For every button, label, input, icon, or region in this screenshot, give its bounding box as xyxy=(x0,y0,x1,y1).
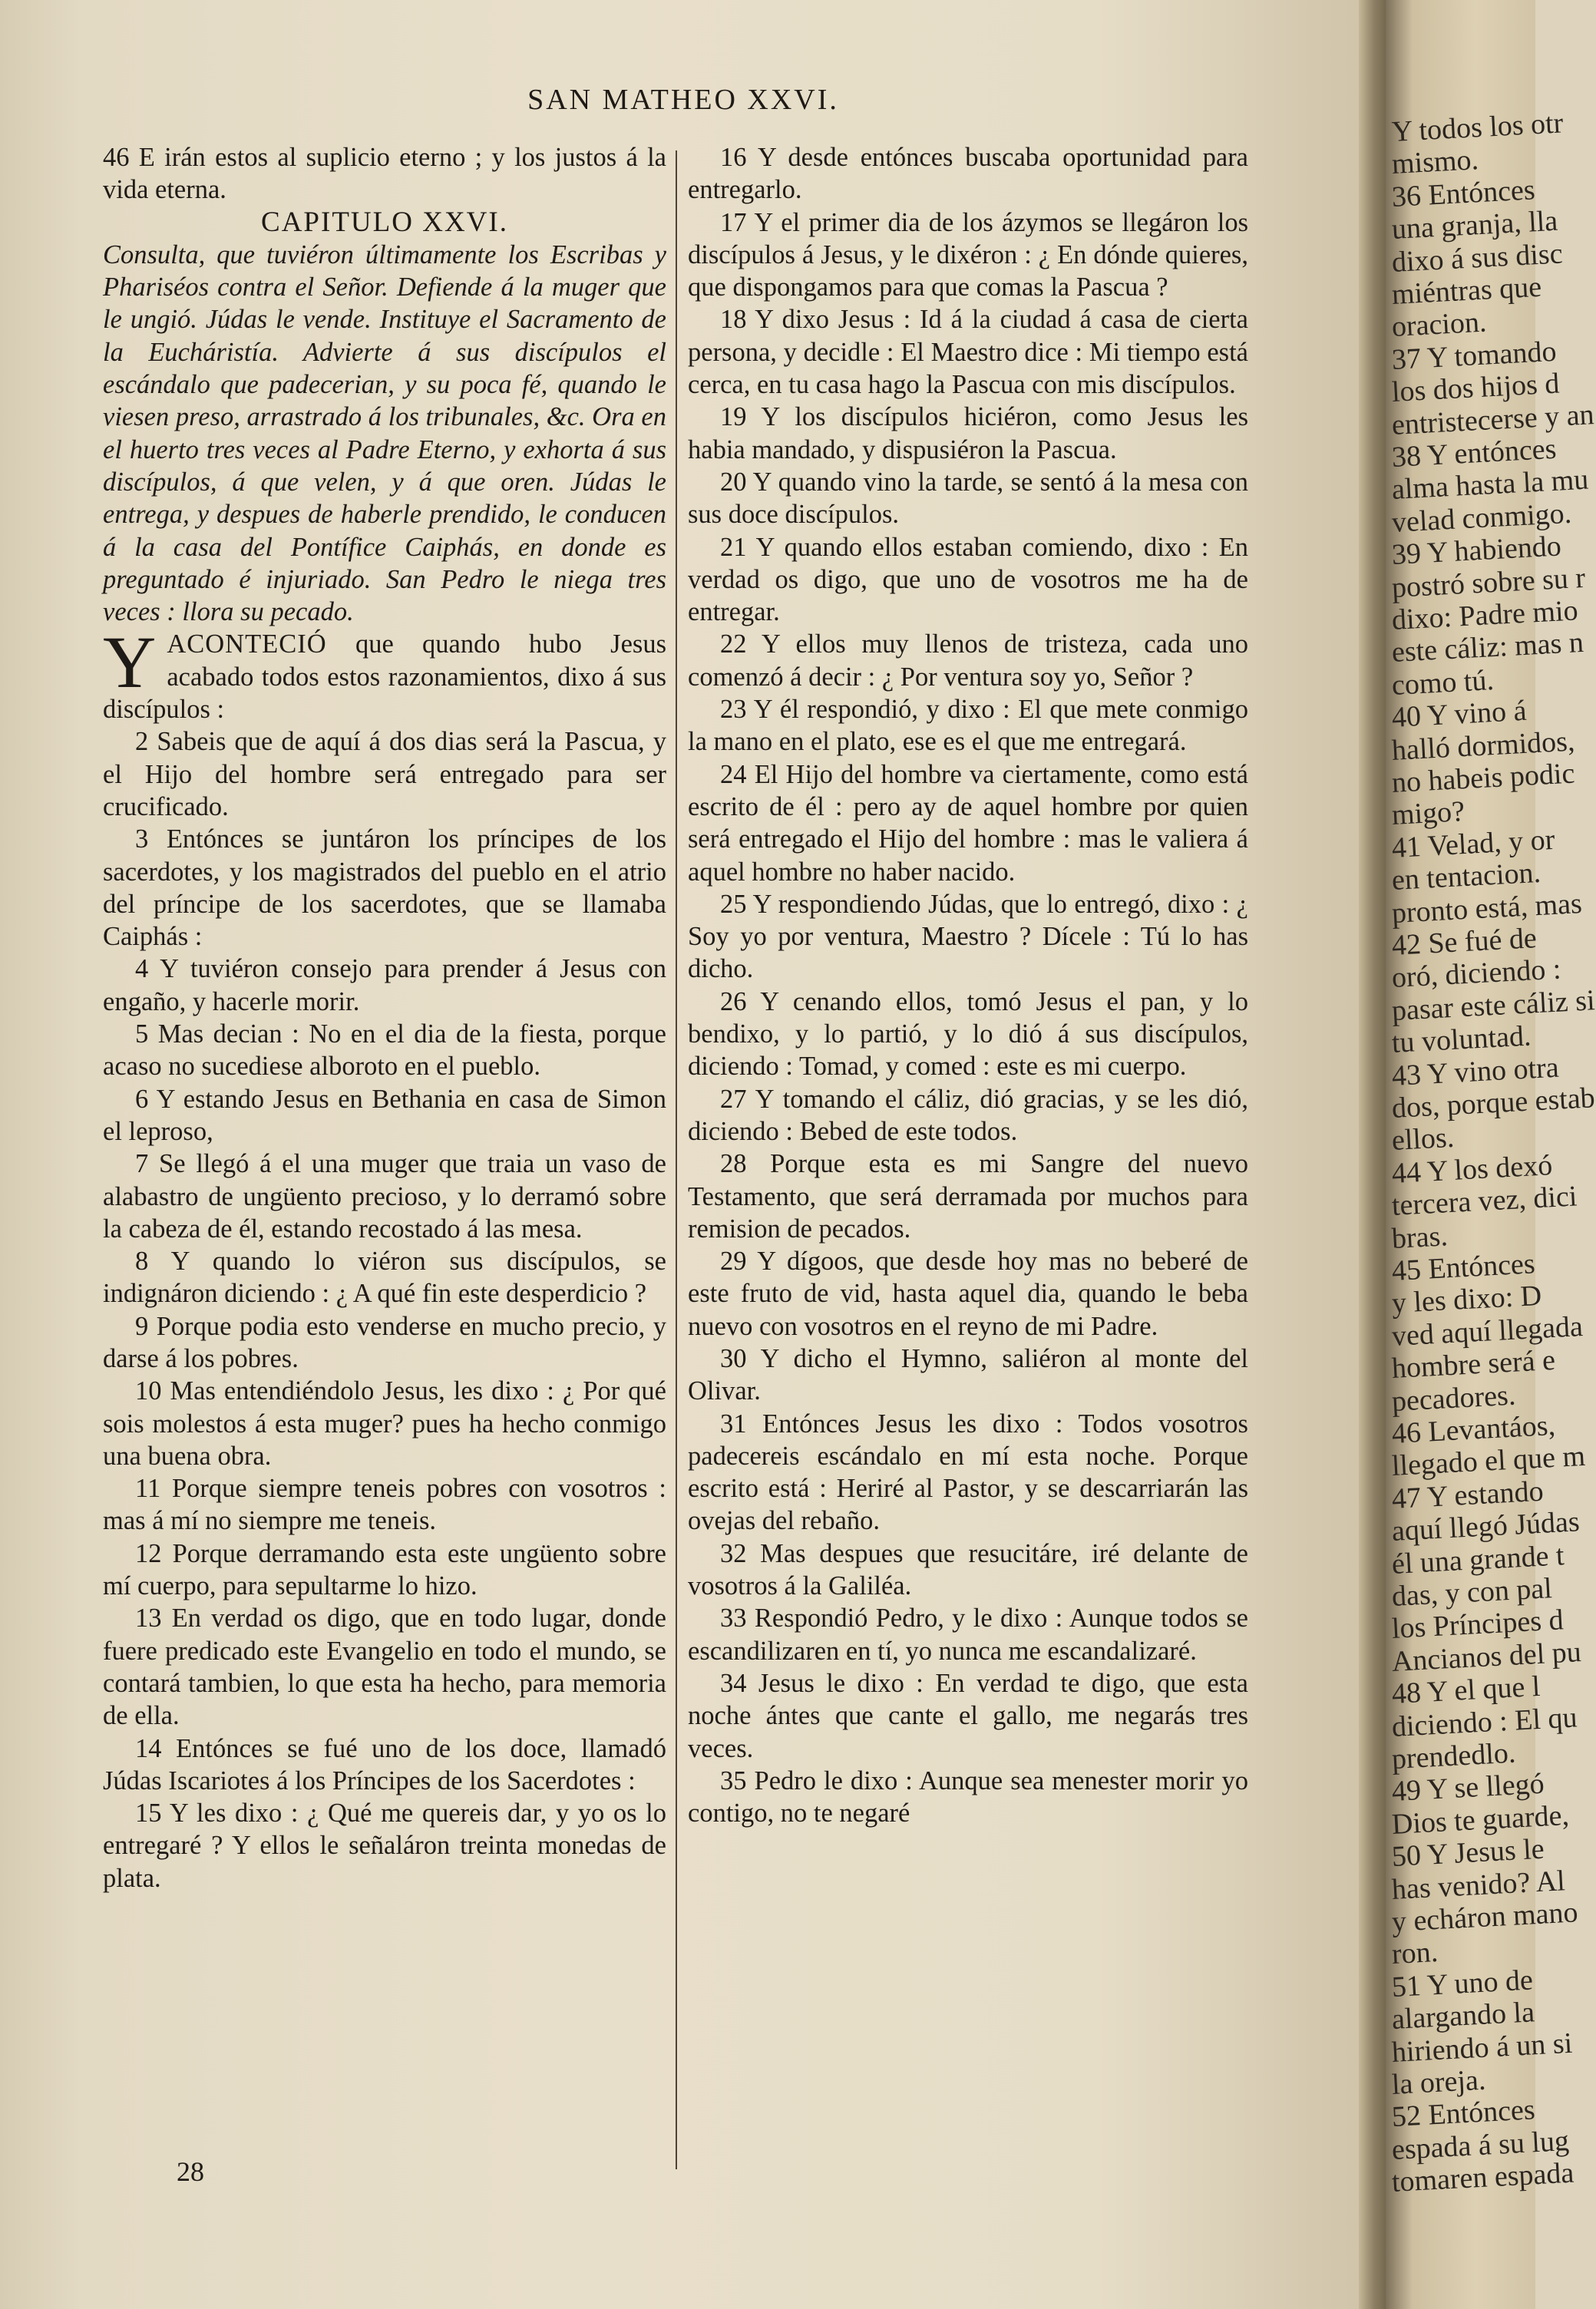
running-head: SAN MATHEO XXVI. xyxy=(527,84,839,116)
column-rule xyxy=(676,150,677,2169)
facing-page-line: 51 Y uno de xyxy=(1390,1964,1534,2003)
verse: 6 Y estando Jesus en Bethania en casa de Simon el leproso, xyxy=(103,1084,666,1146)
verse: 19 Y los discípulos hiciéron, como Jesus les habia mandado, y dispusiéron la Pascua. xyxy=(688,402,1248,464)
verse: 2 Sabeis que de aquí á dos dias será la Pascua, y el Hijo del hombre será entregado para ser crucificado. xyxy=(103,727,666,821)
facing-page-line: 38 Y entónces xyxy=(1390,432,1558,474)
facing-page-line: tercera vez, dici xyxy=(1390,1180,1578,1223)
facing-page xyxy=(1386,0,1596,2309)
facing-page-line: una granja, lla xyxy=(1390,204,1559,246)
facing-page-line: ellos. xyxy=(1390,1121,1456,1158)
verse: 11 Porque siempre teneis pobres con vosotros : mas á mí no siempre me teneis. xyxy=(103,1474,666,1536)
verse: 8 Y quando lo viéron sus discípulos, se indignáron diciendo : ¿ A qué fin este desperdicio ? xyxy=(103,1247,666,1309)
facing-page-line: dixo: Padre mio xyxy=(1390,594,1579,636)
verse: 15 Y les dixo : ¿ Qué me quereis dar, y yo os lo entregaré ? Y ellos le señaláron treinta monedas de plata. xyxy=(103,1799,666,1893)
facing-page-line: pronto está, mas xyxy=(1390,887,1583,930)
verse: 9 Porque podia esto venderse en mucho precio, y darse á los pobres. xyxy=(103,1311,666,1373)
facing-page-line: 47 Y estando xyxy=(1390,1475,1545,1515)
verse-1-text: que quando hubo Jesus acabado todos estos razonamientos, dixo á sus discípulos : xyxy=(103,629,666,725)
facing-page-line: los Príncipes d xyxy=(1390,1604,1565,1646)
facing-page-line: llegado el que m xyxy=(1390,1440,1586,1483)
facing-page-line: bras. xyxy=(1390,1219,1449,1255)
verse: 7 Se llegó á el una muger que traia un vaso de alabastro de ungüento precioso, y lo derramó sobre la cabeza de él, estando recostado á las mesa. xyxy=(103,1149,666,1244)
facing-page-line: halló dormidos, xyxy=(1390,725,1576,767)
facing-page-line: espada á su lug xyxy=(1390,2124,1570,2166)
facing-page-line: 49 Y se llegó xyxy=(1390,1768,1545,1809)
facing-page-line: 52 Entónces xyxy=(1390,2093,1536,2134)
facing-page-line: Y todos los otr xyxy=(1390,107,1565,148)
verse-1-caps: ACONTECIÓ xyxy=(167,629,327,659)
facing-page-line: en tentacion. xyxy=(1390,857,1541,897)
facing-page-line: 42 Se fué de xyxy=(1390,922,1538,962)
page-number: 28 xyxy=(177,2156,204,2187)
verse: 12 Porque derramando esta este ungüento sobre mí cuerpo, para sepultarme lo hizo. xyxy=(103,1538,666,1601)
facing-page-line: dixo á sus disc xyxy=(1390,236,1564,279)
facing-page-line: él una grande t xyxy=(1390,1538,1565,1581)
verse: 28 Porque esta es mi Sangre del nuevo Testamento, que será derramada por muchos para remision de pecados. xyxy=(688,1149,1248,1244)
verse: 35 Pedro le dixo : Aunque sea menester morir yo contigo, no te negaré xyxy=(688,1766,1248,1828)
facing-page-line: dos, porque estab xyxy=(1390,1082,1596,1125)
book-spine xyxy=(1359,0,1389,2309)
verse: 16 Y desde entónces buscaba oportunidad para entregarlo. xyxy=(688,143,1248,205)
verse: 21 Y quando ellos estaban comiendo, dixo : En verdad os digo, que uno de vosotros me ha de entregar. xyxy=(688,532,1248,627)
facing-page-line: entristecerse y an xyxy=(1390,398,1595,441)
verse: 20 Y quando vino la tarde, se sentó á la mesa con sus doce discípulos. xyxy=(688,467,1248,530)
facing-page-line: 45 Entónces xyxy=(1390,1247,1536,1287)
left-column xyxy=(103,141,666,1894)
verse: 25 Y respondiendo Júdas, que lo entregó, dixo : ¿ Soy yo por ventura, Maestro ? Dícele : Tú lo has dicho. xyxy=(688,889,1248,984)
facing-page-line: has venido? Al xyxy=(1390,1864,1566,1906)
facing-page-line: pecadores. xyxy=(1390,1379,1517,1418)
facing-page-line: 39 Y habiendo xyxy=(1390,530,1562,572)
facing-page-line: postró sobre su r xyxy=(1390,561,1587,604)
facing-page-line: 36 Entónces xyxy=(1390,173,1536,213)
verse: 10 Mas entendiéndolo Jesus, les dixo : ¿ Por qué sois molestos á esta muger? pues ha hecho conmigo una buena obra. xyxy=(103,1376,666,1471)
facing-page-line: 48 Y el que l xyxy=(1390,1670,1541,1711)
verse: 30 Y dicho el Hymno, saliéron al monte del Olivar. xyxy=(688,1343,1248,1406)
facing-page-line: aquí llegó Júdas xyxy=(1390,1505,1581,1548)
facing-page-line: diciendo : El qu xyxy=(1390,1700,1578,1743)
facing-page-line: pasar este cáliz si xyxy=(1390,983,1596,1027)
facing-page-line: das, y con pal xyxy=(1390,1572,1553,1613)
verse: 31 Entónces Jesus les dixo : Todos vosotros padecereis escándalo en mí esta noche. Porque escrito está : Heriré al Pastor, y se descarriarán las ovejas del rebaño. xyxy=(688,1409,1248,1536)
chapter-summary: Consulta, que tuviéron últimamente los Escribas y Phariséos contra el Señor. Defiende á la muger que le ungió. Júdas le vende. Instituye el Sacramento de la Eucháristía. Advierte á sus discípulos el escándalo que padecerian, y su poca fé, quando le viesen preso, arrastrado á los tribunales, &c. Ora en el huerto tres veces al Padre Eterno, y exhorta á sus discípulos, á que velen, y á que oren. Júdas le entrega, y despues de haberle prendido, le conducen á la casa del Pontífice Caiphás, en donde es preguntado é injuriado. San Pedro le niega tres veces : llora su pecado. xyxy=(103,239,666,627)
verse: 3 Entónces se juntáron los príncipes de los sacerdotes, y los magistrados del pueblo en el atrio del príncipe de los sacerdotes, que se llamaba Caiphás : xyxy=(103,824,666,952)
facing-page-line: 50 Y Jesus le xyxy=(1390,1832,1545,1874)
verse: 34 Jesus le dixo : En verdad te digo, que esta noche ántes que cante el gallo, me negarás tres veces. xyxy=(688,1668,1248,1763)
verse: 32 Mas despues que resucitáre, iré delante de vosotros á la Galiléa. xyxy=(688,1538,1248,1601)
facing-page-line: 44 Y los dexó xyxy=(1390,1148,1554,1190)
facing-page-line: mismo. xyxy=(1390,144,1479,181)
facing-page-line: prendedlo. xyxy=(1390,1736,1517,1776)
facing-page-line: tomaren espada xyxy=(1390,2156,1575,2199)
facing-page-line: oró, diciendo : xyxy=(1390,953,1562,995)
verse-1 xyxy=(103,621,666,725)
right-column xyxy=(688,141,1248,1829)
facing-page-line: hombre será e xyxy=(1390,1344,1556,1386)
facing-page-line: migo? xyxy=(1390,795,1465,832)
facing-page-line: 46 Levantáos, xyxy=(1390,1409,1556,1450)
facing-page-line: hiriendo á un si xyxy=(1390,2027,1574,2069)
verse: 26 Y cenando ellos, tomó Jesus el pan, y lo bendixo, y lo partió, y lo dió á sus discípulos, diciendo : Tomad, y comed : este es mi cuerpo. xyxy=(688,986,1248,1082)
facing-page-line: alma hasta la mu xyxy=(1390,463,1590,507)
verse: 13 En verdad os digo, que en todo lugar, donde fuere predicado este Evangelio en todo el mundo, se contará tambien, lo que esta ha hecho, para memoria de ella. xyxy=(103,1604,666,1731)
verse: 14 Entónces se fué uno de los doce, llamadó Júdas Iscariotes á los Príncipes de los Sacerdotes : xyxy=(103,1733,666,1795)
facing-page-line: oracion. xyxy=(1390,306,1488,344)
facing-page-line: Ancianos del pu xyxy=(1390,1635,1582,1678)
verse: 5 Mas decian : No en el dia de la fiesta, porque acaso no sucediese alboroto en el pueblo. xyxy=(103,1019,666,1082)
facing-page-line: miéntras que xyxy=(1390,270,1543,311)
chapter-title: CAPITULO XXVI. xyxy=(261,206,508,238)
facing-page-line: ron. xyxy=(1390,1936,1439,1971)
facing-page-line: no habeis podic xyxy=(1390,757,1576,799)
verse: 27 Y tomando el cáliz, dió gracias, y se les dió, diciendo : Bebed de este todos. xyxy=(688,1084,1248,1146)
verse: 17 Y el primer dia de los ázymos se llegáron los discípulos á Jesus, y le dixéron : ¿ En dónde quieres, que dispongamos para que comas la Pascua ? xyxy=(688,207,1248,302)
facing-page-line: velad conmigo. xyxy=(1390,497,1573,539)
facing-page-line: 37 Y tomando xyxy=(1390,335,1558,376)
verse: 24 El Hijo del hombre va ciertamente, como está escrito de él : pero ay de aquel hombre por quien será entregado el Hijo del hombre : mas le valiera á aquel hombre no haber nacido. xyxy=(688,759,1248,887)
facing-page-line: como tú. xyxy=(1390,663,1495,702)
facing-page-line: 43 Y vino otra xyxy=(1390,1051,1560,1092)
verse: 33 Respondió Pedro, y le dixo : Aunque todos se escandilizaren en tí, yo nunca me escandalizaré. xyxy=(688,1604,1248,1666)
facing-page-line: tu voluntad. xyxy=(1390,1019,1532,1060)
verse: 18 Y dixo Jesus : Id á la ciudad á casa de cierta persona, y decidle : El Maestro dice : Mi tiempo está cerca, en tu casa hago la Pascua con mis discípulos. xyxy=(688,305,1248,400)
drop-cap: Y xyxy=(103,621,157,704)
verse: 23 Y él respondió, y dixo : El que mete conmigo la mano en el plato, ese es el que me entregará. xyxy=(688,695,1248,757)
facing-page-line: y les dixo: D xyxy=(1390,1280,1543,1320)
facing-page-line: 40 Y vino á xyxy=(1390,695,1528,735)
facing-page-line: Dios te guarde, xyxy=(1390,1799,1570,1841)
verse: 22 Y ellos muy llenos de tristeza, cada uno comenzó á decir : ¿ Por ventura soy yo, Señor ? xyxy=(688,629,1248,692)
facing-page-line: este cáliz: mas n xyxy=(1390,626,1584,669)
verse: 29 Y dígoos, que desde hoy mas no beberé de este fruto de vid, hasta aquel dia, quando le beba nuevo con vosotros en el reyno de mi Padre. xyxy=(688,1247,1248,1341)
facing-page-line: y echáron mano xyxy=(1390,1896,1579,1938)
facing-page-line: los dos hijos d xyxy=(1390,367,1561,409)
facing-page-line: la oreja. xyxy=(1390,2063,1487,2101)
verse: 46 E irán estos al suplicio eterno ; y los justos á la vida eterna. xyxy=(103,143,666,205)
facing-page-line: ved aquí llegada xyxy=(1390,1310,1584,1353)
verse: 4 Y tuviéron consejo para prender á Jesus con engaño, y hacerle morir. xyxy=(103,954,666,1016)
facing-page-line: alargando la xyxy=(1390,1996,1535,2036)
facing-page-line: 41 Velad, y or xyxy=(1390,823,1556,864)
